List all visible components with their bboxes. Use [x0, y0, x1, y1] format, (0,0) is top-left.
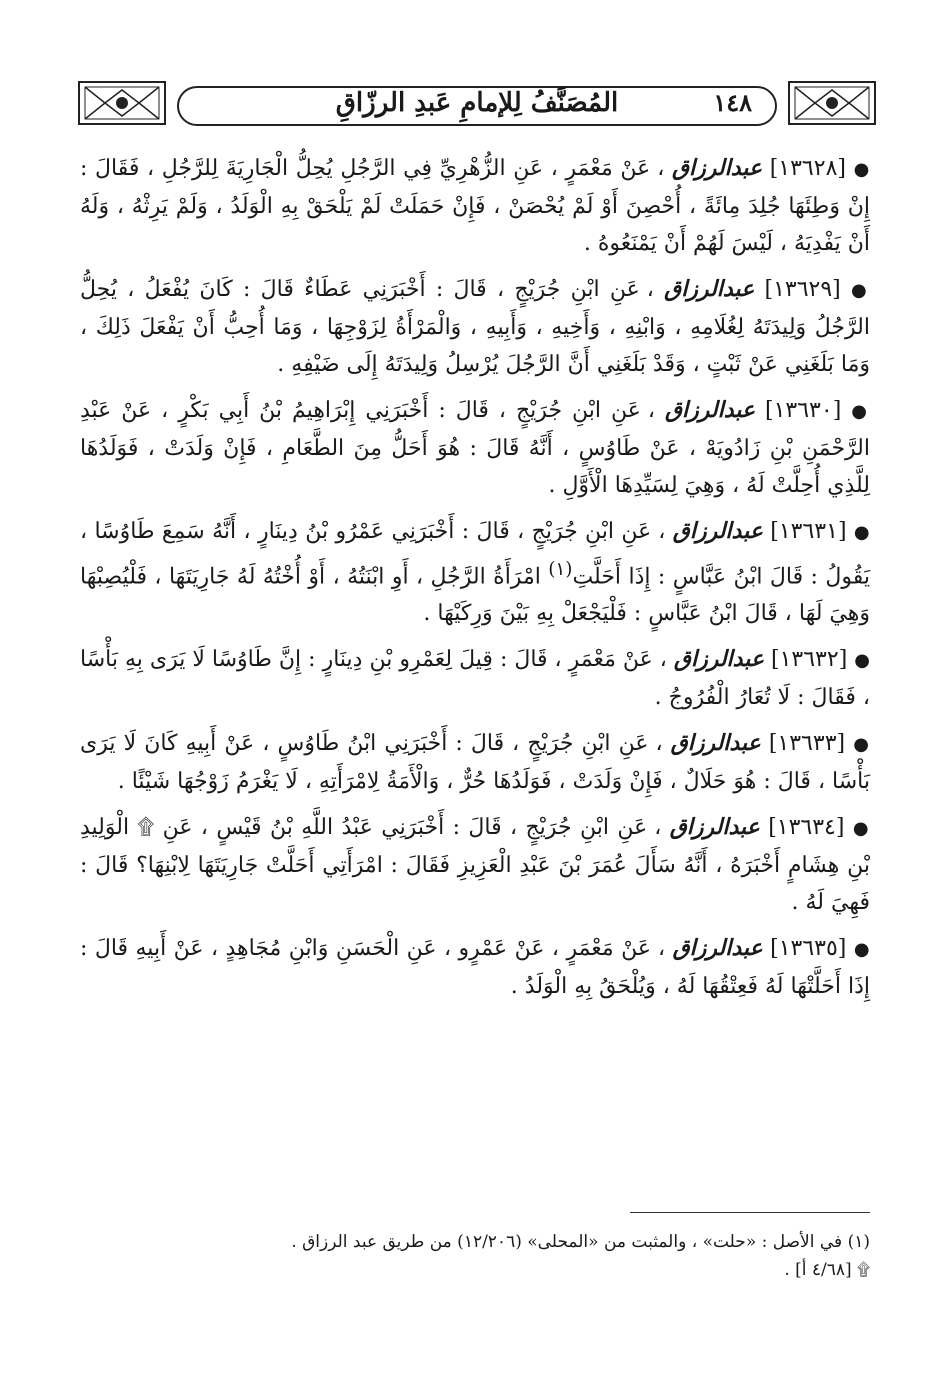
hadith-number: [١٣٦٣٢]	[771, 647, 848, 673]
bullet-icon: ●	[851, 401, 870, 422]
hadith-number: [١٣٦٢٨]	[769, 156, 846, 181]
hadith-entry	[80, 641, 870, 716]
hadith-text: ، عَنِ ابْنِ جُرَيْجٍ ، قَالَ : أَخْبَرَنِي عَمْرُو بْنُ دِينَارٍ ، أَنَّهُ سَمِعَ طَاوُسًا ، يَقُولُ : قَالَ ابْنُ عَبَّاسٍ : إِذَا أَحَلَّتِ	[80, 519, 870, 590]
hadith-entry	[80, 150, 870, 262]
bullet-icon: ●	[854, 650, 871, 672]
hadith-author: عبدالرزاق	[672, 935, 763, 962]
hadith-text: ، عَنِ ابْنِ جُرَيْجٍ ، قَالَ : أَخْبَرَنِي إِبْرَاهِيمُ بْنُ أَبِي بَكْرٍ ، عَنْ عَبْدِ الرَّحْمَنِ بْنِ زَادُويَهْ ، عَنْ طَاوُسٍ ، أَنَّهُ قَالَ : هُوَ أَحَلُّ مِنَ الطَّعَامِ ، فَإِنْ وَلَدَتْ ، فَوَلَدُهَا لِلَّذِي أُحِلَّتْ لَهُ ، وَهِيَ لِسَيِّدِهَا الْأَوَّلِ .	[80, 398, 870, 498]
hadith-entry	[80, 725, 870, 800]
hadith-entry	[80, 271, 870, 383]
hadith-text: ، عَنِ ابْنِ جُرَيْجٍ ، قَالَ : أَخْبَرَنِي عَبْدُ اللَّهِ بْنُ قَيْسٍ ، عَنِ ۩ الْوَلِيدِ بْنِ هِشَامٍ أَخْبَرَهُ ، أَنَّهُ سَأَلَ عُمَرَ بْنَ عَبْدِ الْعَزِيزِ فَقَالَ : امْرَأَتِي أَحَلَّتْ جَارِيَتَهَا لِابْنِهَا؟ قَالَ : فَهِيَ لَهُ .	[80, 815, 870, 916]
hadith-number: [١٣٦٣٤]	[768, 815, 845, 841]
hadith-entry	[80, 809, 870, 921]
bullet-icon: ●	[853, 522, 871, 543]
hadith-author: عبدالرزاق	[671, 155, 763, 181]
footnotes	[80, 1228, 870, 1284]
hadith-entry	[80, 930, 870, 1005]
bullet-icon: ●	[852, 818, 870, 840]
page-header	[77, 78, 877, 128]
hadith-author: عبدالرزاق	[669, 814, 760, 841]
page-title: المُصَنَّفُ لِلإمامِ عَبدِ الرزّاقِ	[335, 88, 619, 118]
hadith-number: [١٣٦٣٠]	[765, 398, 842, 423]
hadith-text: ، عَنِ ابْنِ جُرَيْجٍ ، قَالَ : أَخْبَرَنِي ابْنُ طَاوُسٍ ، عَنْ أَبِيهِ كَانَ لَا يَرَى بَأْسًا ، قَالَ : هُوَ حَلَالٌ ، فَإِنْ وَلَدَتْ ، فَوَلَدُهَا حُرٌّ ، وَالْأَمَةُ لِامْرَأَتِهِ ، لَا يَغْرَمُ زَوْجُهَا شَيْئًا .	[80, 731, 870, 795]
hadith-number: [١٣٦٣٣]	[768, 731, 846, 757]
hadith-entry	[80, 392, 870, 504]
bullet-icon: ●	[851, 280, 870, 301]
hadith-entry	[80, 513, 870, 632]
hadith-author: عبدالرزاق	[664, 276, 755, 302]
hadith-author: عبدالرزاق	[673, 646, 764, 673]
footnote-1: (١) في الأصل : «حلت» ، والمثبت من «المحلى» (١٢/٢٠٦) من طريق عبد الرزاق .	[291, 1232, 870, 1252]
bullet-icon: ●	[853, 939, 871, 961]
page-number: ١٤٨	[713, 88, 752, 117]
hadith-text: ، عَنْ مَعْمَرٍ ، عَنِ الزُّهْرِيِّ فِي الرَّجُلِ يُحِلُّ الْجَارِيَةَ لِلرَّجُلِ ، فَقَالَ : إِنْ وَطِئَهَا جُلِدَ مِائَةً ، أُحْصِنَ أَوْ لَمْ يُحْصَنْ ، فَإِنْ حَمَلَتْ لَمْ يَلْحَقْ بِهِ الْوَلَدُ ، وَلَمْ يَرِثْهُ ، وَلَهُ أَنْ يَفْدِيَهُ ، لَيْسَ لَهُمْ أَنْ يَمْنَعُوهُ .	[80, 156, 870, 256]
hadith-number: [١٣٦٣١]	[770, 519, 847, 544]
hadith-text: ، عَنْ مَعْمَرٍ ، عَنْ عَمْرٍو ، عَنِ الْحَسَنِ وَابْنِ مُجَاهِدٍ ، عَنْ أَبِيهِ قَالَ : إِذَا أَحَلَّتْهَا لَهُ فَعِتْقُهَا لَهُ ، وَيُلْحَقُ بِهِ الْوَلَدُ .	[80, 936, 870, 1000]
hadith-text: ، عَنِ ابْنِ جُرَيْجٍ ، قَالَ : أَخْبَرَنِي عَطَاءٌ قَالَ : كَانَ يُفْعَلُ ، يُحِلُّ الرَّجُلُ وَلِيدَتَهُ لِغُلَامِهِ ، وَابْنِهِ ، وَأَخِيهِ ، وَأَبِيهِ ، وَالْمَرْأَةُ لِزَوْجِهَا ، وَمَا أُحِبُّ أَنْ يَفْعَلَ ذَلِكَ ، وَمَا بَلَغَنِي عَنْ ثَبْتٍ ، وَقَدْ بَلَغَنِي أَنَّ الرَّجُلَ يُرْسِلُ وَلِيدَتَهُ إِلَى ضَيْفِهِ .	[80, 277, 870, 377]
main-text	[80, 150, 870, 1014]
hadith-author: عبدالرزاق	[664, 397, 756, 423]
hadith-text-continued: امْرَأَةُ الرَّجُلِ ، أَوِ ابْنَتُهُ ، أَوْ أُخْتُهُ لَهُ جَارِيَتَهَا ، فَلْيُصِبْهَا وَهِيَ لَهَا ، قَالَ ابْنُ عَبَّاسٍ : فَلْيَجْعَلْ بِهِ بَيْنَ وَرِكَيْهَا .	[80, 564, 870, 627]
ornament-right-icon	[787, 78, 877, 128]
footnote-ref[interactable]: (١)	[548, 559, 573, 580]
hadith-number: [١٣٦٢٩]	[764, 277, 841, 302]
footnote-divider	[630, 1212, 870, 1213]
hadith-author: عبدالرزاق	[670, 730, 761, 757]
bullet-icon: ●	[853, 159, 870, 180]
hadith-number: [١٣٦٣٥]	[770, 936, 847, 962]
bullet-icon: ●	[853, 734, 871, 756]
hadith-text: ، عَنْ مَعْمَرٍ ، قَالَ : قِيلَ لِعَمْرِو بْنِ دِينَارٍ : إِنَّ طَاوُسًا لَا يَرَى بِهِ بَأْسًا ، فَقَالَ : لَا تُعَارُ الْفُرُوجُ .	[80, 647, 870, 711]
hadith-author: عبدالرزاق	[672, 518, 763, 544]
footnote-2: ۩ [٤/٦٨ أ] .	[784, 1260, 870, 1280]
